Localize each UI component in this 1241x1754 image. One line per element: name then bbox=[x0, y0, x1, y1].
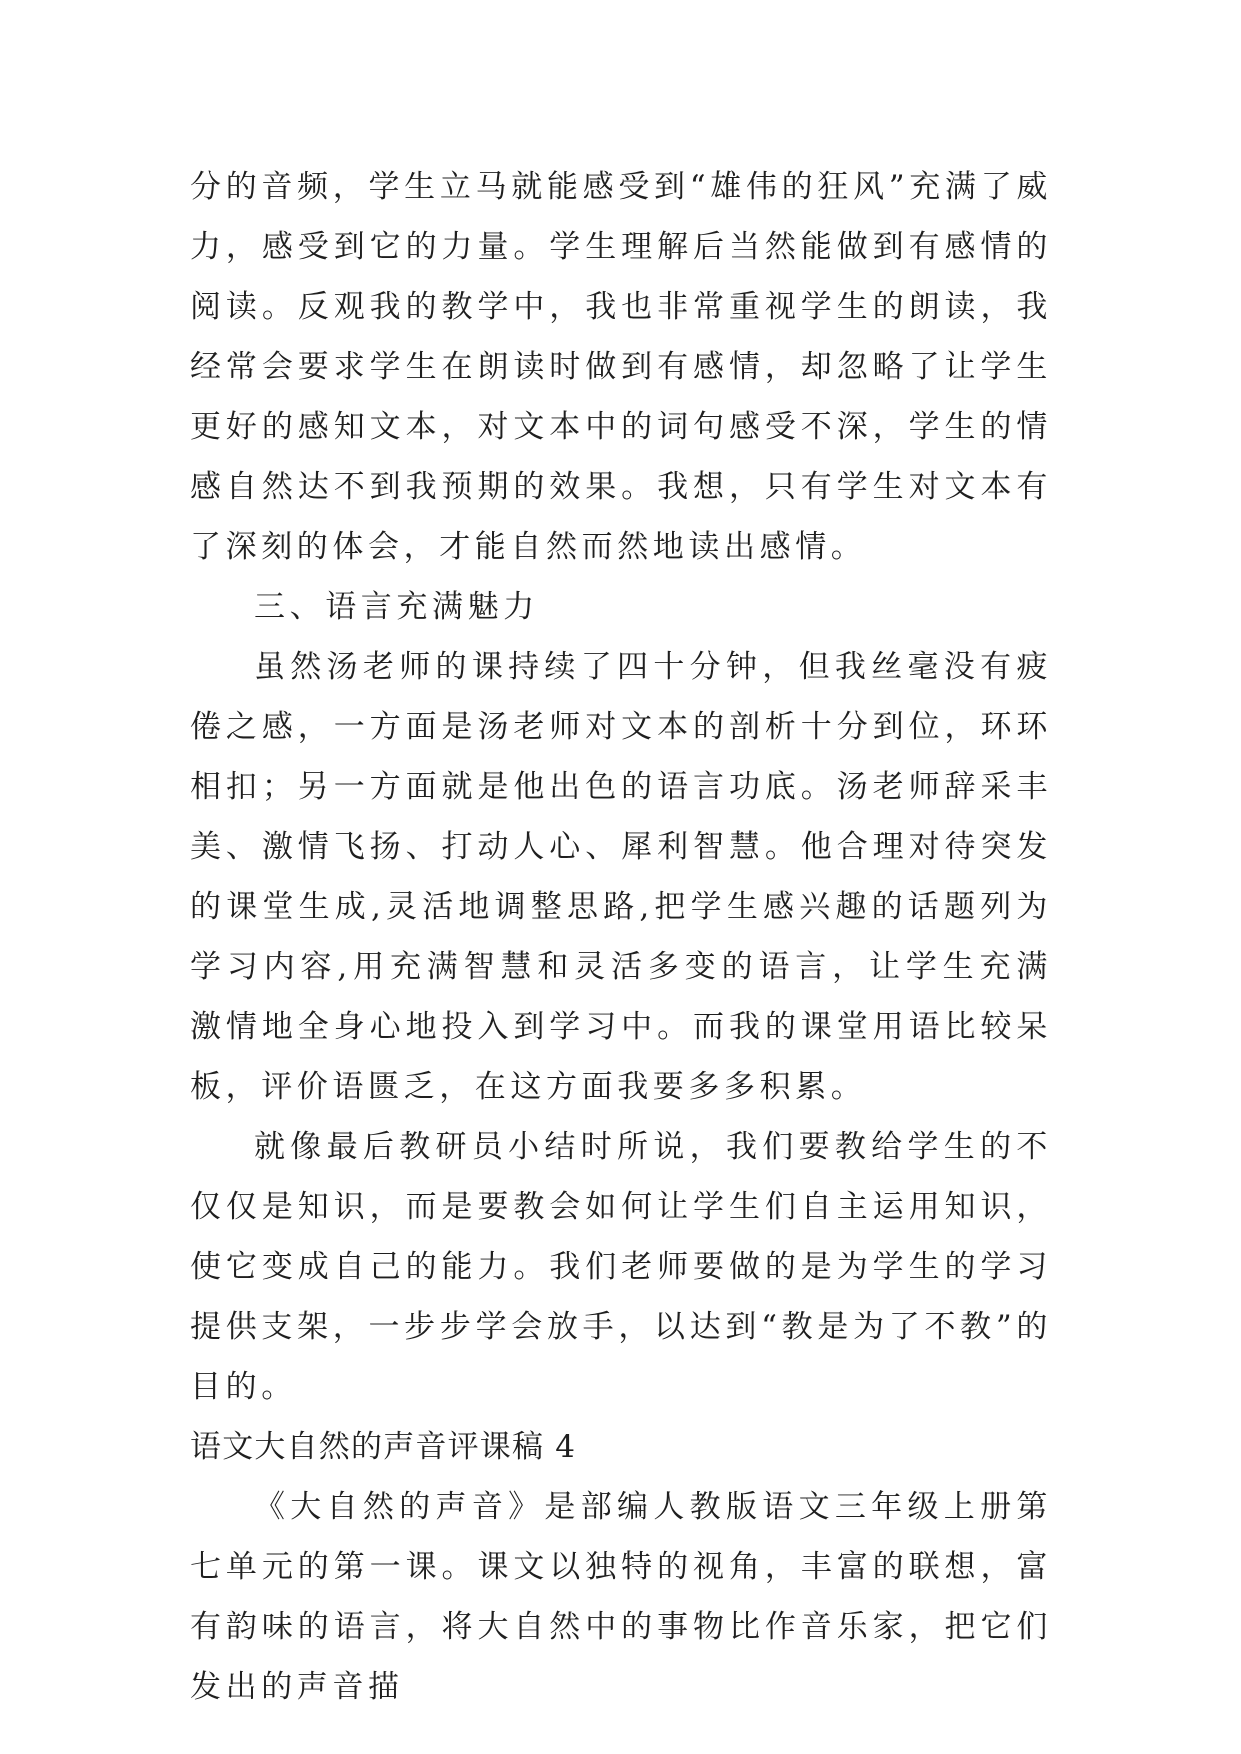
paragraph-lesson-intro: 《大自然的声音》是部编人教版语文三年级上册第七单元的第一课。课文以独特的视角，丰富的联想，富有韵味的语言，将大自然中的事物比作音乐家，把它们发出的声音描 bbox=[190, 1489, 1052, 1705]
essay-title: 语文大自然的声音评课稿 4 bbox=[190, 1429, 577, 1465]
paragraph-language-charm: 虽然汤老师的课持续了四十分钟，但我丝毫没有疲倦之感，一方面是汤老师对文本的剖析十分到位，环环相扣；另一方面就是他出色的语言功底。汤老师辞采丰美、激情飞扬、打动人心、犀利智慧。他合理对待突发的课堂生成,灵活地调整思路,把学生感兴趣的话题列为学习内容,用充满智慧和灵活多变的语言，让学生充满激情地全身心地投入到学习中。而我的课堂用语比较呆板，评价语匮乏，在这方面我要多多积累。 bbox=[190, 649, 1052, 1105]
document-body bbox=[190, 157, 1052, 1717]
paragraph-reading-emotion: 分的音频，学生立马就能感受到“雄伟的狂风”充满了威力，感受到它的力量。学生理解后当然能做到有感情的阅读。反观我的教学中，我也非常重视学生的朗读，我经常会要求学生在朗读时做到有感情，却忽略了让学生更好的感知文本，对文本中的词句感受不深，学生的情感自然达不到我预期的效果。我想，只有学生对文本有了深刻的体会，才能自然而然地读出感情。 bbox=[190, 169, 1052, 565]
paragraph-conclusion: 就像最后教研员小结时所说，我们要教给学生的不仅仅是知识，而是要教会如何让学生们自主运用知识，使它变成自己的能力。我们老师要做的是为学生的学习提供支架，一步步学会放手，以达到“教是为了不教”的目的。 bbox=[190, 1129, 1052, 1405]
section-heading-language: 三、语言充满魅力 bbox=[254, 589, 539, 625]
